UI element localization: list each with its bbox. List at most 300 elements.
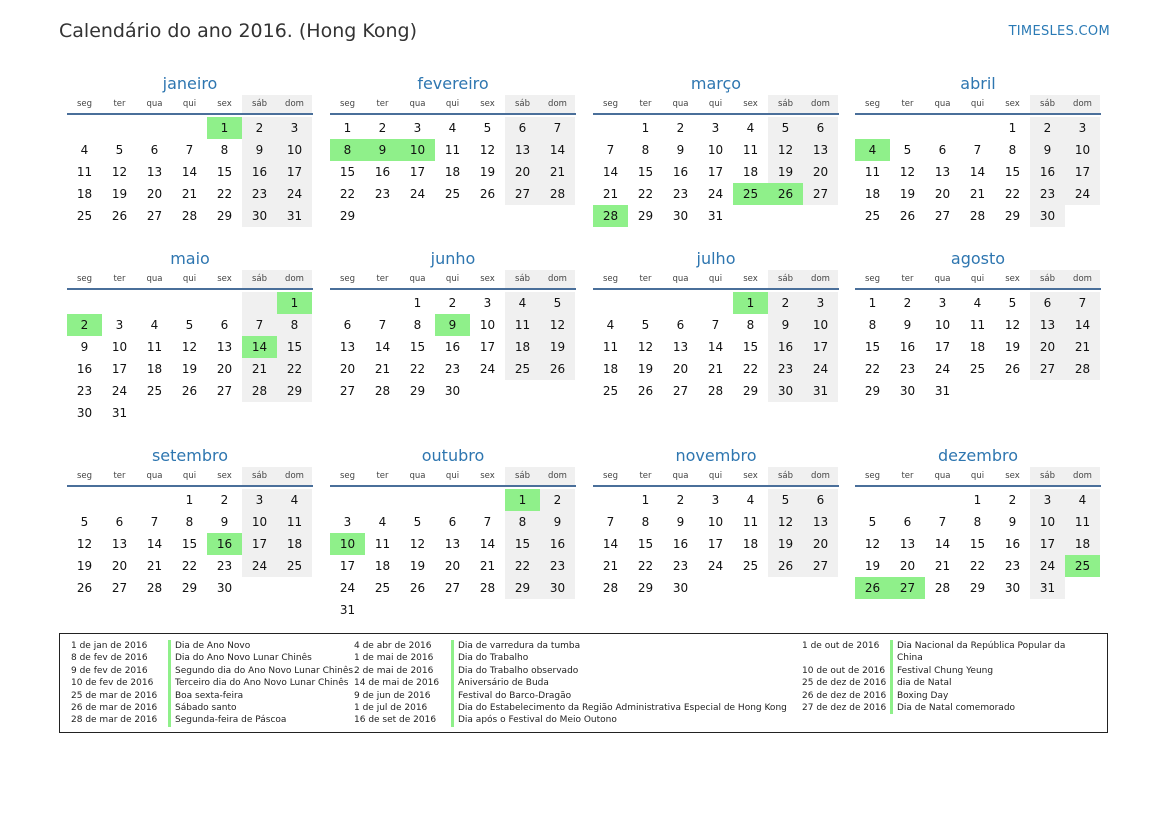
weekday-label: qui — [182, 274, 197, 284]
weekday-label: sáb — [1030, 270, 1065, 288]
legend-item — [71, 640, 353, 652]
day-cell: 23 — [216, 559, 233, 573]
weekday-label: ter — [376, 99, 389, 109]
day-cell: 15 — [277, 336, 312, 358]
day-cell: 6 — [505, 117, 540, 139]
empty-day-cell — [890, 117, 925, 139]
holiday-day-cell: 14 — [242, 336, 277, 358]
day-grid — [593, 292, 839, 402]
day-cell: 12 — [181, 340, 198, 354]
day-cell: 24 — [277, 183, 312, 205]
legend-column — [354, 640, 787, 727]
day-cell: 6 — [150, 143, 159, 157]
weekday-label: sáb — [768, 467, 803, 485]
empty-day-cell — [172, 117, 207, 139]
weekday-label: seg — [602, 99, 619, 109]
day-cell: 5 — [185, 318, 194, 332]
day-cell: 12 — [637, 340, 654, 354]
day-cell: 27 — [934, 209, 951, 223]
holiday-date: 9 de fev de 2016 — [71, 665, 148, 676]
day-cell: 25 — [864, 209, 881, 223]
day-cell: 24 — [111, 384, 128, 398]
day-cell: 13 — [444, 537, 461, 551]
day-grid — [593, 489, 839, 599]
weekday-label: sáb — [1030, 95, 1065, 113]
weekday-header — [67, 467, 313, 487]
holiday-day-cell: 9 — [435, 314, 470, 336]
weekday-label: dom — [1065, 270, 1100, 288]
legend-item — [802, 665, 1092, 677]
day-cell: 6 — [343, 318, 352, 332]
month-abril — [855, 73, 1101, 227]
weekday-label: sáb — [505, 270, 540, 288]
weekday-header — [330, 270, 576, 290]
day-cell: 12 — [1004, 318, 1021, 332]
day-cell: 9 — [1008, 515, 1017, 529]
day-cell: 19 — [899, 187, 916, 201]
weekday-label: sex — [217, 274, 232, 284]
day-cell: 7 — [242, 314, 277, 336]
day-cell: 6 — [938, 143, 947, 157]
day-cell: 17 — [479, 340, 496, 354]
weekday-label: ter — [113, 471, 126, 481]
day-cell: 30 — [540, 577, 575, 599]
day-cell: 6 — [1030, 292, 1065, 314]
day-cell: 10 — [1030, 511, 1065, 533]
holiday-name: Dia do Estabelecimento da Região Administrativa Especial de Hong Kong — [451, 702, 787, 714]
day-cell: 11 — [602, 340, 619, 354]
day-cell: 22 — [637, 559, 654, 573]
holiday-name: Dia após o Festival do Meio Outono — [451, 714, 617, 726]
weekday-label: sáb — [768, 95, 803, 113]
day-cell: 11 — [146, 340, 163, 354]
holiday-name: Boa sexta-feira — [168, 690, 243, 702]
legend-item — [71, 652, 353, 664]
day-cell: 10 — [277, 139, 312, 161]
day-cell: 22 — [216, 187, 233, 201]
empty-day-cell — [172, 292, 207, 314]
day-cell: 17 — [409, 165, 426, 179]
day-cell: 17 — [934, 340, 951, 354]
day-cell: 28 — [374, 384, 391, 398]
day-cell: 10 — [111, 340, 128, 354]
site-brand-link[interactable]: TIMESLES.COM — [1008, 24, 1110, 39]
weekday-label: sáb — [242, 95, 277, 113]
weekday-label: ter — [113, 99, 126, 109]
day-cell: 8 — [413, 318, 422, 332]
day-cell: 18 — [742, 165, 759, 179]
holiday-name: Festival Chung Yeung — [890, 665, 1077, 677]
day-cell: 29 — [637, 581, 654, 595]
day-cell: 26 — [1004, 362, 1021, 376]
day-cell: 3 — [413, 121, 422, 135]
day-cell: 27 — [146, 209, 163, 223]
day-cell: 14 — [707, 340, 724, 354]
day-cell: 17 — [242, 533, 277, 555]
day-cell: 3 — [803, 292, 838, 314]
day-cell: 18 — [602, 362, 619, 376]
day-cell: 23 — [374, 187, 391, 201]
month-title: março — [690, 74, 742, 93]
day-cell: 19 — [768, 533, 803, 555]
weekday-label: sáb — [1030, 467, 1065, 485]
empty-day-cell — [102, 292, 137, 314]
day-cell: 5 — [80, 515, 89, 529]
day-cell: 11 — [742, 143, 759, 157]
empty-day-cell — [67, 292, 102, 314]
day-cell: 21 — [540, 161, 575, 183]
day-cell: 3 — [711, 121, 720, 135]
day-cell: 26 — [899, 209, 916, 223]
day-cell: 28 — [146, 581, 163, 595]
day-cell: 1 — [641, 121, 650, 135]
day-cell: 19 — [864, 559, 881, 573]
day-cell: 31 — [339, 603, 356, 617]
legend-item — [354, 665, 787, 677]
weekday-label: qui — [182, 99, 197, 109]
day-cell: 30 — [899, 384, 916, 398]
day-cell: 26 — [768, 555, 803, 577]
day-cell: 27 — [444, 581, 461, 595]
weekday-label: qua — [934, 99, 951, 109]
weekday-label: sex — [217, 471, 232, 481]
day-cell: 30 — [1004, 581, 1021, 595]
day-cell: 15 — [637, 165, 654, 179]
month-agosto — [855, 248, 1101, 402]
day-cell: 17 — [277, 161, 312, 183]
holiday-day-cell: 2 — [67, 314, 102, 336]
month-title: novembro — [675, 446, 757, 465]
day-cell: 30 — [444, 384, 461, 398]
empty-day-cell — [628, 292, 663, 314]
weekday-label: sex — [217, 99, 232, 109]
day-cell: 22 — [969, 559, 986, 573]
day-cell: 16 — [1030, 161, 1065, 183]
weekday-label: seg — [76, 99, 93, 109]
day-cell: 25 — [444, 187, 461, 201]
day-cell: 2 — [242, 117, 277, 139]
day-cell: 16 — [899, 340, 916, 354]
empty-day-cell — [137, 489, 172, 511]
day-cell: 20 — [444, 559, 461, 573]
day-cell: 26 — [111, 209, 128, 223]
weekday-label: seg — [864, 471, 881, 481]
weekday-label: dom — [277, 467, 312, 485]
day-cell: 20 — [216, 362, 233, 376]
day-cell: 2 — [1008, 493, 1017, 507]
day-cell: 17 — [803, 336, 838, 358]
weekday-label: dom — [803, 270, 838, 288]
legend-item — [71, 677, 353, 689]
day-cell: 18 — [742, 537, 759, 551]
weekday-label: dom — [277, 95, 312, 113]
day-cell: 28 — [479, 581, 496, 595]
weekday-label: sex — [480, 471, 495, 481]
month-title: setembro — [151, 446, 229, 465]
day-cell: 14 — [934, 537, 951, 551]
holiday-name: Dia de Natal comemorado — [890, 702, 1077, 714]
empty-day-cell — [698, 292, 733, 314]
day-cell: 18 — [76, 187, 93, 201]
day-cell: 20 — [111, 559, 128, 573]
day-cell: 26 — [479, 187, 496, 201]
holiday-day-cell: 4 — [855, 139, 890, 161]
day-cell: 3 — [938, 296, 947, 310]
day-cell: 27 — [803, 183, 838, 205]
day-cell: 4 — [80, 143, 89, 157]
day-cell: 12 — [768, 139, 803, 161]
day-cell: 2 — [1030, 117, 1065, 139]
day-cell: 23 — [672, 187, 689, 201]
weekday-label: sáb — [242, 467, 277, 485]
day-grid — [330, 117, 576, 227]
day-cell: 17 — [339, 559, 356, 573]
empty-day-cell — [925, 489, 960, 511]
day-cell: 4 — [746, 121, 755, 135]
holiday-date: 27 de dez de 2016 — [802, 703, 887, 714]
day-cell: 14 — [969, 165, 986, 179]
weekday-label: seg — [76, 471, 93, 481]
day-cell: 22 — [181, 559, 198, 573]
weekday-label: ter — [901, 471, 914, 481]
day-cell: 29 — [339, 209, 356, 223]
day-cell: 13 — [803, 139, 838, 161]
day-cell: 14 — [1065, 314, 1100, 336]
weekday-label: sex — [480, 99, 495, 109]
day-cell: 10 — [803, 314, 838, 336]
holiday-day-cell: 26 — [768, 183, 803, 205]
day-cell: 29 — [181, 581, 198, 595]
day-cell: 8 — [868, 318, 877, 332]
day-cell: 15 — [181, 537, 198, 551]
day-cell: 22 — [277, 358, 312, 380]
day-cell: 12 — [76, 537, 93, 551]
weekday-label: sáb — [768, 270, 803, 288]
day-cell: 20 — [672, 362, 689, 376]
day-cell: 8 — [973, 515, 982, 529]
holiday-date: 2 de mai de 2016 — [354, 665, 434, 676]
day-cell: 26 — [637, 384, 654, 398]
day-cell: 7 — [1065, 292, 1100, 314]
weekday-label: dom — [277, 270, 312, 288]
weekday-label: sáb — [505, 467, 540, 485]
empty-day-cell — [330, 292, 365, 314]
day-cell: 25 — [76, 209, 93, 223]
legend-item — [71, 714, 353, 726]
weekday-label: dom — [803, 95, 838, 113]
day-cell: 15 — [637, 537, 654, 551]
day-cell: 23 — [768, 358, 803, 380]
day-cell: 23 — [540, 555, 575, 577]
day-cell: 23 — [1004, 559, 1021, 573]
day-cell: 16 — [672, 165, 689, 179]
day-cell: 21 — [934, 559, 951, 573]
day-cell: 25 — [969, 362, 986, 376]
legend-item — [71, 702, 353, 714]
day-cell: 29 — [742, 384, 759, 398]
holiday-date: 4 de abr de 2016 — [354, 641, 432, 651]
day-cell: 30 — [242, 205, 277, 227]
month-title: dezembro — [938, 446, 1018, 465]
day-cell: 2 — [540, 489, 575, 511]
day-cell: 17 — [707, 165, 724, 179]
day-cell: 21 — [1065, 336, 1100, 358]
day-cell: 22 — [742, 362, 759, 376]
day-cell: 21 — [181, 187, 198, 201]
weekday-label: sex — [743, 99, 758, 109]
weekday-label: qui — [970, 471, 985, 481]
holiday-date: 16 de set de 2016 — [354, 715, 437, 726]
day-cell: 30 — [216, 581, 233, 595]
empty-day-cell — [435, 489, 470, 511]
day-cell: 6 — [448, 515, 457, 529]
day-cell: 18 — [146, 362, 163, 376]
holiday-day-cell: 1 — [277, 292, 312, 314]
weekday-label: sex — [743, 471, 758, 481]
day-cell: 27 — [216, 384, 233, 398]
weekday-label: sex — [743, 274, 758, 284]
day-cell: 20 — [934, 187, 951, 201]
weekday-header — [67, 95, 313, 115]
day-cell: 29 — [216, 209, 233, 223]
weekday-header — [593, 95, 839, 115]
day-cell: 28 — [934, 581, 951, 595]
day-cell: 4 — [973, 296, 982, 310]
day-cell: 2 — [378, 121, 387, 135]
holiday-day-cell: 25 — [733, 183, 768, 205]
day-cell: 24 — [803, 358, 838, 380]
holiday-name: Terceiro dia do Ano Novo Lunar Chinês — [168, 677, 348, 689]
day-cell: 23 — [444, 362, 461, 376]
day-cell: 21 — [374, 362, 391, 376]
day-cell: 7 — [150, 515, 159, 529]
empty-day-cell — [400, 489, 435, 511]
day-cell: 8 — [220, 143, 229, 157]
day-cell: 5 — [868, 515, 877, 529]
day-cell: 12 — [111, 165, 128, 179]
day-cell: 14 — [540, 139, 575, 161]
day-cell: 24 — [242, 555, 277, 577]
day-cell: 23 — [672, 559, 689, 573]
holiday-date: 1 de mai de 2016 — [354, 653, 434, 664]
day-cell: 24 — [934, 362, 951, 376]
day-cell: 1 — [641, 493, 650, 507]
day-cell: 24 — [707, 559, 724, 573]
day-cell: 25 — [277, 555, 312, 577]
month-outubro — [330, 445, 576, 621]
day-cell: 4 — [448, 121, 457, 135]
day-cell: 14 — [602, 537, 619, 551]
weekday-label: sáb — [242, 270, 277, 288]
day-cell: 21 — [707, 362, 724, 376]
weekday-label: qua — [934, 274, 951, 284]
weekday-label: ter — [901, 99, 914, 109]
day-cell: 29 — [969, 581, 986, 595]
weekday-header — [67, 270, 313, 290]
day-cell: 6 — [803, 489, 838, 511]
day-cell: 7 — [483, 515, 492, 529]
day-cell: 7 — [711, 318, 720, 332]
day-cell: 28 — [1065, 358, 1100, 380]
month-janeiro — [67, 73, 313, 227]
day-cell: 14 — [479, 537, 496, 551]
day-cell: 31 — [934, 384, 951, 398]
day-cell: 15 — [1004, 165, 1021, 179]
holiday-name: Dia Nacional da República Popular da China — [890, 640, 1077, 665]
day-cell: 29 — [505, 577, 540, 599]
legend-item — [354, 714, 787, 726]
empty-day-cell — [207, 292, 242, 314]
day-cell: 13 — [899, 537, 916, 551]
holiday-day-cell: 9 — [365, 139, 400, 161]
weekday-label: sex — [1005, 471, 1020, 481]
holiday-date: 14 de mai de 2016 — [354, 678, 440, 689]
weekday-label: sex — [480, 274, 495, 284]
month-novembro — [593, 445, 839, 599]
day-grid — [593, 117, 839, 227]
day-cell: 3 — [1065, 117, 1100, 139]
day-cell: 5 — [540, 292, 575, 314]
holiday-day-cell: 1 — [733, 292, 768, 314]
day-grid — [855, 292, 1101, 402]
day-cell: 14 — [181, 165, 198, 179]
weekday-header — [593, 270, 839, 290]
empty-day-cell — [330, 489, 365, 511]
day-cell: 15 — [339, 165, 356, 179]
day-grid — [67, 117, 313, 227]
day-cell: 2 — [768, 292, 803, 314]
day-cell: 8 — [185, 515, 194, 529]
month-title: fevereiro — [417, 74, 489, 93]
day-cell: 26 — [409, 581, 426, 595]
weekday-label: qua — [146, 471, 163, 481]
page-title: Calendário do ano 2016. (Hong Kong) — [59, 20, 418, 42]
holiday-date: 26 de mar de 2016 — [71, 703, 158, 714]
day-cell: 6 — [803, 117, 838, 139]
empty-day-cell — [663, 292, 698, 314]
day-cell: 15 — [409, 340, 426, 354]
day-cell: 13 — [1030, 314, 1065, 336]
month-dezembro — [855, 445, 1101, 599]
day-cell: 9 — [540, 511, 575, 533]
day-cell: 16 — [1004, 537, 1021, 551]
legend-item — [354, 652, 787, 664]
day-cell: 11 — [76, 165, 93, 179]
holiday-date: 10 de out de 2016 — [802, 665, 886, 676]
day-cell: 4 — [378, 515, 387, 529]
day-grid — [855, 489, 1101, 599]
day-cell: 19 — [409, 559, 426, 573]
weekday-label: qui — [708, 274, 723, 284]
empty-day-cell — [242, 292, 277, 314]
holiday-name: Dia do Ano Novo Lunar Chinês — [168, 652, 312, 664]
weekday-label: seg — [339, 274, 356, 284]
day-cell: 7 — [378, 318, 387, 332]
day-cell: 8 — [746, 318, 755, 332]
day-cell: 29 — [637, 209, 654, 223]
day-cell: 25 — [374, 581, 391, 595]
day-cell: 9 — [903, 318, 912, 332]
weekday-label: seg — [76, 274, 93, 284]
day-cell: 21 — [242, 358, 277, 380]
holiday-day-cell: 8 — [330, 139, 365, 161]
day-cell: 31 — [1030, 577, 1065, 599]
legend-item — [354, 690, 787, 702]
day-cell: 8 — [641, 515, 650, 529]
day-grid — [855, 117, 1101, 227]
weekday-label: ter — [376, 274, 389, 284]
holiday-date: 9 de jun de 2016 — [354, 690, 431, 701]
